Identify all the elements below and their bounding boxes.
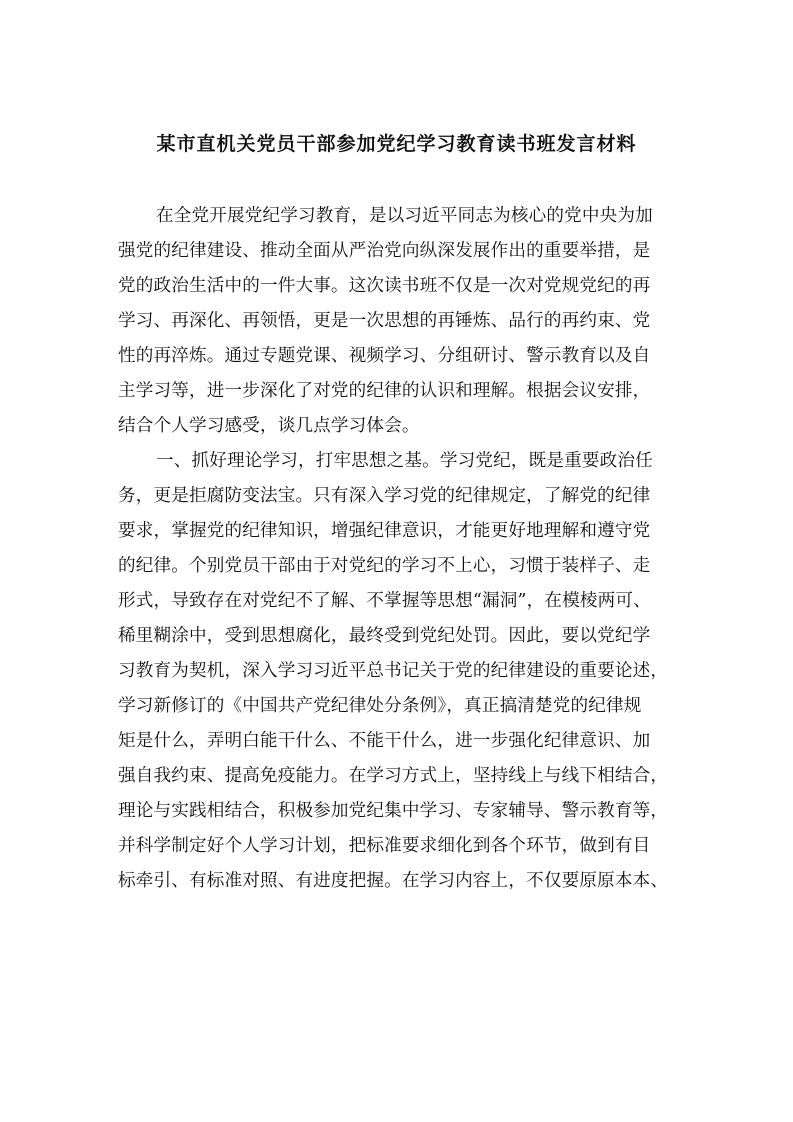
text-line: 的纪律。个别党员干部由于对党纪的学习不上心，习惯于装样子、走 xyxy=(118,556,651,576)
text-line: 矩是什么，弄明白能干什么、不能干什么，进一步强化纪律意识、加 xyxy=(118,731,651,751)
text-line: 在全党开展党纪学习教育，是以习近平同志为核心的党中央为加 xyxy=(156,206,653,226)
text-line: 并科学制定好个人学习计划，把标准要求细化到各个环节，做到有目 xyxy=(118,836,651,856)
text-line: 党的政治生活中的一件大事。这次读书班不仅是一次对党规党纪的再 xyxy=(118,276,651,296)
text-line: 强党的纪律建设、推动全面从严治党向纵深发展作出的重要举措，是 xyxy=(118,241,651,261)
paragraph-section-one xyxy=(118,444,690,899)
text-line: 学习、再深化、再领悟，更是一次思想的再锤炼、品行的再约束、党 xyxy=(118,311,651,331)
text-line: 标牵引、有标准对照、有进度把握。在学习内容上，不仅要原原本本、 xyxy=(118,871,669,891)
text-line: 理论与实践相结合，积极参加党纪集中学习、专家辅导、警示教育等， xyxy=(118,801,669,821)
document-title: 某市直机关党员干部参加党纪学习教育读书班发言材料 xyxy=(156,133,637,155)
text-line: 要求，掌握党的纪律知识，增强纪律意识，才能更好地理解和遵守党 xyxy=(118,521,651,541)
paragraph-intro xyxy=(118,199,690,444)
text-line: 结合个人学习感受，谈几点学习体会。 xyxy=(118,416,420,436)
text-line: 形式，导致存在对党纪不了解、不掌握等思想“漏洞”，在模棱两可、 xyxy=(118,591,651,611)
text-line: 务，更是拒腐防变法宝。只有深入学习党的纪律规定，了解党的纪律 xyxy=(118,486,651,506)
text-line: 稀里糊涂中，受到思想腐化，最终受到党纪处罚。因此，要以党纪学 xyxy=(118,626,651,646)
text-line: 一、抓好理论学习，打牢思想之基。学习党纪，既是重要政治任 xyxy=(156,451,653,471)
text-line: 强自我约束、提高免疫能力。在学习方式上，坚持线上与线下相结合， xyxy=(118,766,669,786)
text-line: 学习新修订的《中国共产党纪律处分条例》，真正搞清楚党的纪律规 xyxy=(118,696,642,716)
document-body xyxy=(118,199,690,899)
text-line: 习教育为契机，深入学习习近平总书记关于党的纪律建设的重要论述， xyxy=(118,661,669,681)
text-line: 性的再淬炼。通过专题党课、视频学习、分组研讨、警示教育以及自 xyxy=(118,346,651,366)
text-line: 主学习等，进一步深化了对党的纪律的认识和理解。根据会议安排， xyxy=(118,381,651,401)
